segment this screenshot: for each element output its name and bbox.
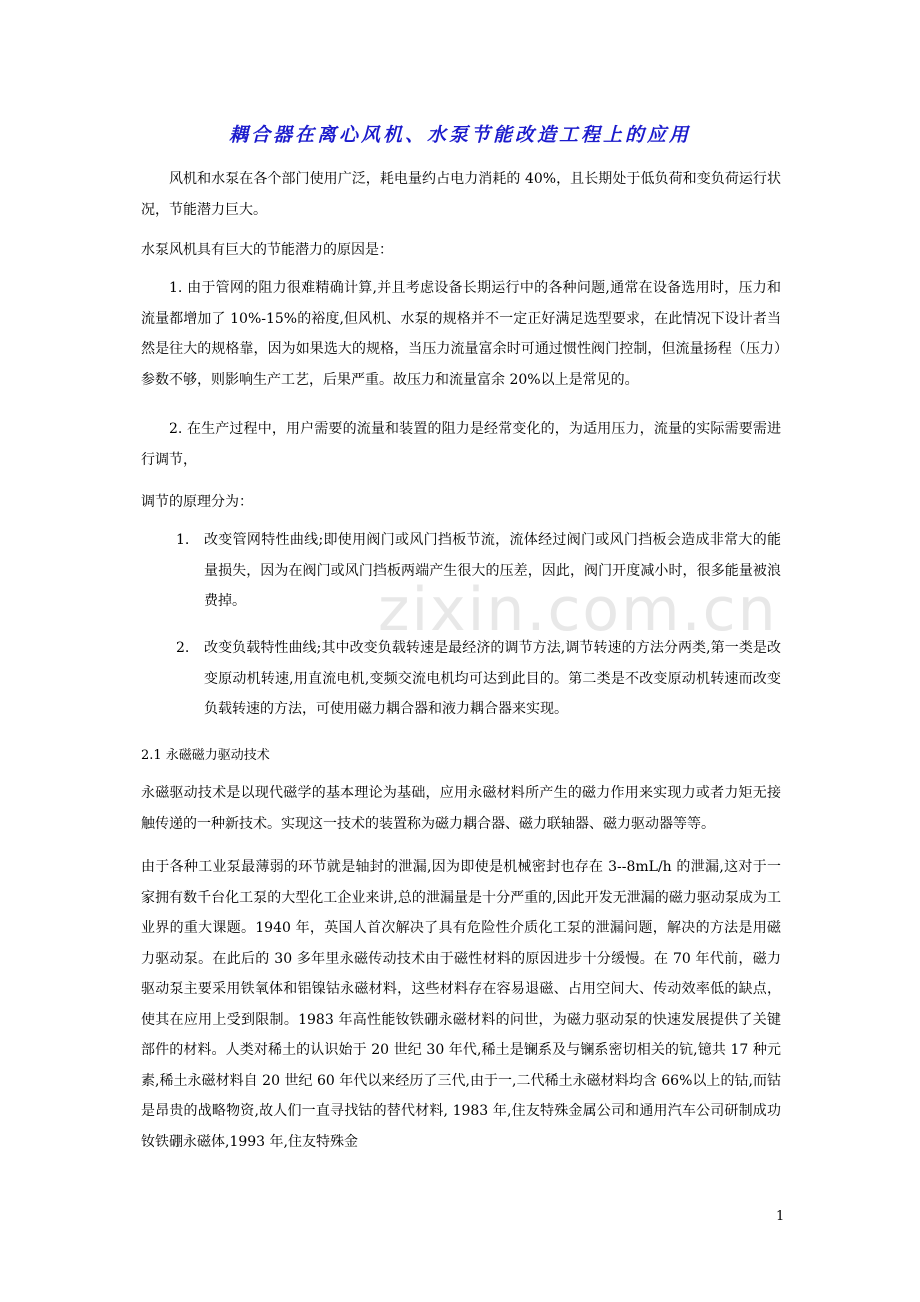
paragraph-reason-1: 1. 由于管网的阻力很难精确计算,并且考虑设备长期运行中的各种问题,通常在设备选用时，压力和流量都增加了 10%-15%的裕度,但风机、水泵的规格并不一定正好满足选型要求，在此情况下设计者当然是往大的规格靠，因为如果选大的规格，当压力流量富余时可通过惯性阀门控制，但流量扬程（压力）参数不够，则影响生产工艺，后果严重。故压力和流量富余 20%以上是常见的。 xyxy=(141,280,781,388)
paragraph-history: 由于各种工业泵最薄弱的环节就是轴封的泄漏,因为即使是机械密封也存在 3--8mL/h 的泄漏,这对于一家拥有数千台化工泵的大型化工企业来讲,总的泄漏量是十分严重的,因此开发无泄漏的磁力驱动泵成为工业界的重大课题。1940 年，英国人首次解决了具有危险性介质化工泵的泄漏问题，解决的方法是用磁力驱动泵。在此后的 30 多年里永磁传动技术由于磁性材料的原因进步十分缓慢。在 70 年代前，磁力驱动泵主要采用铁氧体和铝镍钴永磁材料，这些材料存在容易退磁、占用空间大、传动效率低的缺点，使其在应用上受到限制。1983 年高性能钕铁硼永磁材料的问世，为磁力驱动泵的快速发展提供了关键部件的材料。人类对稀土的认识始于 20 世纪 30 年代,稀土是镧系及与镧系密切相关的钪,镱共 17 种元素,稀土永磁材料自 20 世纪 60 年代以来经历了三代,由于一,二代稀土永磁材料均含 66%以上的钴,而钴是昂贵的战略物资,故人们一直寻找钴的替代材料, 1983 年,住友特殊金属公司和通用汽车公司研制成功钕铁硼永磁体,1993 年,住友特殊金 xyxy=(141,859,781,1150)
document-title: 耦合器在离心风机、水泵节能改造工程上的应用 xyxy=(228,124,691,146)
list-item-text: 改变管网特性曲线;即使用阀门或风门挡板节流，流体经过阀门或风门挡板会造成非常大的能量损失，因为在阀门或风门挡板两端产生很大的压差，因此，阀门开度减小时，很多能量被浪费掉。 xyxy=(204,532,781,609)
list-item-number: 1. xyxy=(176,532,190,548)
section-heading: 2.1 永磁磁力驱动技术 xyxy=(141,748,270,763)
list-item-text: 改变负载特性曲线;其中改变负载转速是最经济的调节方法,调节转速的方法分两类,第一类是改变原动机转速,用直流电机,变频交流电机均可达到此目的。第二类是不改变原动机转速而改变负载转速的方法，可使用磁力耦合器和液力耦合器来实现。 xyxy=(204,640,781,717)
paragraph-reason-2: 2. 在生产过程中，用户需要的流量和装置的阻力是经常变化的，为适用压力，流量的实际需要需进行调节， xyxy=(141,421,781,468)
paragraph-intro: 风机和水泵在各个部门使用广泛，耗电量约占电力消耗的 40%，且长期处于低负荷和变负荷运行状况，节能潜力巨大。 xyxy=(141,171,781,218)
watermark: zixin.com.cn xyxy=(378,575,778,645)
paragraph-regulation-heading: 调节的原理分为： xyxy=(141,494,253,510)
paragraph-reasons-heading: 水泵风机具有巨大的节能潜力的原因是： xyxy=(141,242,393,258)
paragraph-magnetic-drive: 永磁驱动技术是以现代磁学的基本理论为基础，应用永磁材料所产生的磁力作用来实现力或者力矩无接触传递的一种新技术。实现这一技术的装置称为磁力耦合器、磁力联轴器、磁力驱动器等等。 xyxy=(141,785,781,832)
page-number: 1 xyxy=(776,1209,785,1224)
list-item-number: 2. xyxy=(176,640,190,656)
